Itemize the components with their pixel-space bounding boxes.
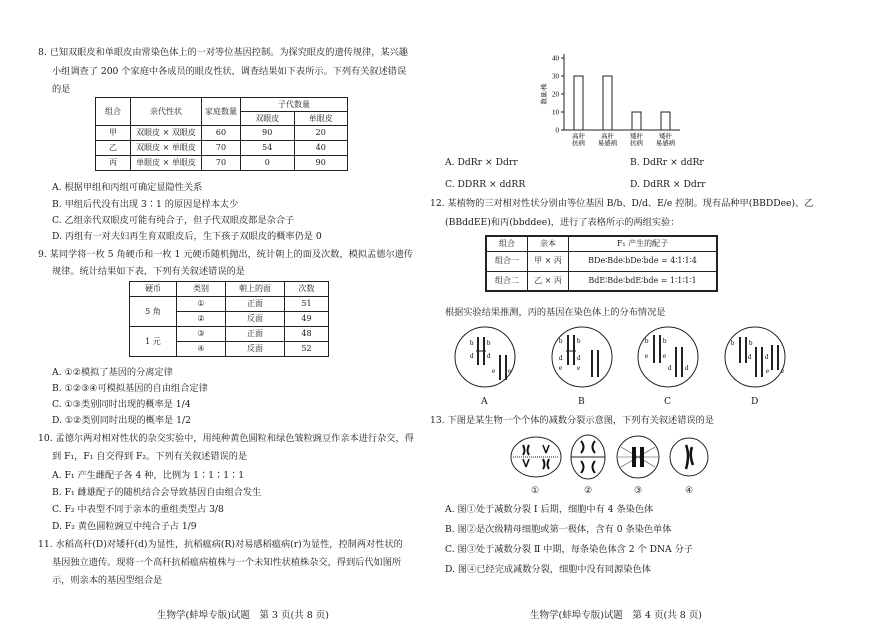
q9-th-type: 类别 (177, 282, 226, 297)
cell: 70 (202, 141, 241, 156)
cell: ④ (177, 342, 226, 357)
cell: 甲 (96, 126, 131, 141)
cell: 反面 (226, 342, 285, 357)
cell: 52 (285, 342, 329, 357)
x-tick-label: 高秆 (601, 133, 614, 140)
q10-option-c: C. F₂ 中表型不同于亲本的重组类型占 3/8 (52, 504, 224, 515)
q9-stem-line2: 规律。统计结果如下表，下列有关叙述错误的是 (52, 266, 245, 277)
q8-table (95, 97, 348, 171)
cell: 乙 (96, 141, 131, 156)
diagram-c (638, 327, 698, 387)
q8-th-count: 家庭数量 (202, 98, 241, 126)
q10-stem-line1: 10. 孟德尔两对相对性状的杂交实验中，用纯种黄色圆粒和绿色皱粒豌豆作亲本进行杂交，得 (38, 433, 414, 444)
footer-left: 生物学(蚌埠专版)试题 第 3 页(共 8 页) (157, 610, 329, 621)
svg-text:b: b (577, 337, 581, 345)
diagram-d (725, 327, 785, 387)
x-tick-label: 矮秆 (630, 133, 643, 140)
svg-text:b: b (749, 339, 753, 347)
cell: 正面 (226, 327, 285, 342)
q11-option-c: C. DDRR × ddRR (445, 179, 526, 190)
svg-text:e: e (559, 364, 563, 372)
svg-text:b: b (487, 339, 491, 347)
cell: 正面 (226, 297, 285, 312)
svg-text:e: e (766, 367, 770, 375)
q12-th-group: 组合 (486, 236, 528, 251)
svg-text:d: d (559, 354, 563, 362)
q9-stem-line1: 9. 某同学将一枚 5 角硬币和一枚 1 元硬币随机抛出，统计朝上的面及次数，模拟孟德尔遗传 (38, 249, 413, 260)
cell: 0 (241, 156, 295, 171)
q10-stem-line2: 到 F₁，F₁ 自交得到 F₂。下列有关叙述错误的是 (52, 451, 248, 462)
q8-stem-line1: 8. 已知双眼皮和单眼皮由常染色体上的一对等位基因控制。为探究眼皮的遗传规律，某兴趣 (38, 47, 408, 58)
q13-cell-diagrams (505, 433, 725, 488)
q11-stem-line1: 11. 水稻高秆(D)对矮秆(d)为显性，抗稻瘟病(R)对易感稻瘟病(r)为显性，控制两对性状的 (38, 539, 403, 550)
q13-stem: 13. 下图是某生物一个个体的减数分裂示意图，下列有关叙述错误的是 (430, 415, 714, 426)
q11-stem-line3: 示，则亲本的基因型组合是 (52, 575, 163, 586)
cell: ③ (177, 327, 226, 342)
q13-label-3: ③ (634, 485, 643, 496)
svg-text:b: b (559, 337, 563, 345)
q12-label-a: A (481, 396, 488, 407)
q12-stem-line2: (BBddEE)和丙(bbddee)，进行了表格所示的两组实验： (445, 217, 680, 228)
q8-stem-line3: 的是 (52, 84, 71, 95)
q13-option-c: C. 图③处于减数分裂 Ⅱ 中期，每条染色体含 2 个 DNA 分子 (445, 544, 693, 555)
q8-option-a: A. 根据甲组和丙组可确定显隐性关系 (52, 182, 203, 193)
cell-2 (571, 435, 605, 479)
q12-stem-line1: 12. 某植物的三对相对性状分别由等位基因 B/b、D/d、E/e 控制。现有品种甲(BBDDee)、乙 (430, 198, 814, 209)
svg-text:d: d (748, 353, 752, 361)
svg-text:e: e (645, 352, 649, 360)
svg-text:e: e (663, 352, 667, 360)
q9-option-d: D. ①②类别同时出现的概率是 1/2 (52, 415, 191, 426)
svg-text:d: d (577, 354, 581, 362)
cell: BdE∶Bde∶bdE∶bde = 1∶1∶1∶1 (569, 271, 718, 291)
svg-text:e: e (577, 364, 581, 372)
cell: 60 (202, 126, 241, 141)
svg-text:e: e (492, 367, 496, 375)
q12-chromosome-diagrams (440, 325, 820, 410)
y-tick-label: 10 (552, 108, 559, 117)
bar (632, 112, 641, 130)
cell: 20 (294, 126, 348, 141)
q12-label-b: B (578, 396, 585, 407)
q9-th-coin: 硬币 (130, 282, 177, 297)
q12-label-d: D (751, 396, 759, 407)
cell: 甲 × 丙 (528, 251, 569, 271)
svg-text:d: d (765, 353, 769, 361)
cell-3 (617, 436, 659, 478)
q13-option-a: A. 图①处于减数分裂 Ⅰ 后期，细胞中有 4 条染色体 (445, 504, 654, 515)
x-tick-label: 高秆 (572, 133, 585, 140)
cell: 5 角 (130, 297, 177, 327)
table-row (130, 327, 329, 342)
q10-option-b: B. F₁ 雌雄配子的随机结合会导致基因自由组合发生 (52, 487, 262, 498)
y-axis-label: 数量/株 (541, 83, 548, 105)
q11-bar-chart (540, 50, 690, 150)
y-tick-label: 0 (555, 126, 559, 135)
svg-text:b: b (470, 339, 474, 347)
q13-option-b: B. 图②是次级精母细胞或第一极体，含有 0 条染色单体 (445, 524, 672, 535)
x-tick-label: 抗病 (630, 140, 643, 147)
cell-1 (511, 437, 561, 477)
svg-text:e: e (508, 367, 512, 375)
table-row (96, 141, 348, 156)
svg-text:d: d (668, 364, 672, 372)
cell: 54 (241, 141, 295, 156)
x-tick-label: 易感病 (597, 140, 618, 147)
q13-label-4: ④ (685, 485, 694, 496)
svg-text:d: d (685, 364, 689, 372)
bar (603, 76, 612, 130)
cell: 90 (241, 126, 295, 141)
svg-text:b: b (663, 337, 667, 345)
cell: 90 (294, 156, 348, 171)
q11-stem-line2: 基因独立遗传。现将一个高秆抗稻瘟病植株与一个未知性状植株杂交，得到后代如图所 (52, 557, 402, 568)
cell: 乙 × 丙 (528, 271, 569, 291)
cell-4 (670, 438, 708, 476)
cell: 51 (285, 297, 329, 312)
q8-th-single: 单眼皮 (294, 112, 348, 126)
cell: 组合二 (486, 271, 528, 291)
y-tick-label: 30 (552, 72, 559, 81)
cell: 丙 (96, 156, 131, 171)
y-tick-label: 40 (552, 54, 559, 63)
q9-option-b: B. ①②③④可模拟基因的自由组合定律 (52, 383, 208, 394)
q8-th-parent: 亲代性状 (131, 98, 202, 126)
cell: ② (177, 312, 226, 327)
cell: 单眼皮 × 单眼皮 (131, 156, 202, 171)
svg-text:d: d (470, 352, 474, 360)
q9-option-c: C. ①③类别同时出现的概率是 1/4 (52, 399, 191, 410)
svg-text:b: b (731, 339, 735, 347)
footer-right: 生物学(蚌埠专版)试题 第 4 页(共 8 页) (530, 610, 702, 621)
q8-option-d: D. 丙组有一对夫妇再生育双眼皮后，生下孩子双眼皮的概率仍是 0 (52, 231, 322, 242)
bar (661, 112, 670, 130)
q11-option-b: B. DdRr × ddRr (630, 157, 704, 168)
table-row (96, 156, 348, 171)
q8-stem-line2: 小组调查了 200 个家庭中各成员的眼皮性状，调查结果如下表所示。下列有关叙述错误 (52, 66, 407, 77)
q13-label-2: ② (584, 485, 593, 496)
q9-th-face: 朝上的面 (226, 282, 285, 297)
q9-option-a: A. ①②模拟了基因的分离定律 (52, 367, 173, 378)
svg-text:b: b (645, 337, 649, 345)
q13-label-1: ① (531, 485, 540, 496)
q11-option-d: D. DdRR × Ddrr (630, 179, 706, 190)
q12-ask: 根据实验结果推测，丙的基因在染色体上的分布情况是 (445, 307, 666, 318)
cell: ① (177, 297, 226, 312)
cell: 组合一 (486, 251, 528, 271)
x-tick-label: 矮秆 (659, 133, 672, 140)
cell: 双眼皮 × 双眼皮 (131, 126, 202, 141)
q13-option-d: D. 图④已经完成减数分裂，细胞中没有同源染色体 (445, 564, 651, 575)
table-row (130, 297, 329, 312)
cell: 70 (202, 156, 241, 171)
q12-th-parent: 亲本 (528, 236, 569, 251)
x-tick-label: 抗病 (572, 140, 585, 147)
bar (574, 76, 583, 130)
y-tick-label: 20 (552, 90, 559, 99)
q8-th-offspring: 子代数量 (241, 98, 348, 112)
q8-th-double: 双眼皮 (241, 112, 295, 126)
q8-option-b: B. 甲组后代没有出现 3∶1 的原因是样本太少 (52, 199, 239, 210)
cell: 40 (294, 141, 348, 156)
cell: BDe∶Bde∶bDe∶bde = 4∶1∶1∶4 (569, 251, 718, 271)
q12-table (485, 235, 718, 292)
x-tick-label: 易感病 (655, 140, 676, 147)
diagram-a (455, 327, 515, 387)
q8-th-group: 组合 (96, 98, 131, 126)
svg-text:d: d (487, 352, 491, 360)
q12-th-gamete: F₁ 产生的配子 (569, 236, 718, 251)
cell: 1 元 (130, 327, 177, 357)
cell: 反面 (226, 312, 285, 327)
q9-th-times: 次数 (285, 282, 329, 297)
cell: 双眼皮 × 单眼皮 (131, 141, 202, 156)
svg-text:e: e (781, 367, 785, 375)
table-row (486, 251, 717, 271)
q10-option-a: A. F₁ 产生雌配子各 4 种，比例为 1∶1∶1∶1 (52, 470, 245, 481)
table-row (96, 126, 348, 141)
q10-option-d: D. F₂ 黄色圆粒豌豆中纯合子占 1/9 (52, 521, 197, 532)
q11-option-a: A. DdRr × Ddrr (445, 157, 518, 168)
q12-label-c: C (664, 396, 672, 407)
cell: 49 (285, 312, 329, 327)
table-row (486, 271, 717, 291)
q9-table (129, 281, 329, 357)
diagram-b (552, 327, 612, 387)
cell: 48 (285, 327, 329, 342)
q8-option-c: C. 乙组亲代双眼皮可能有纯合子，但子代双眼皮都是杂合子 (52, 215, 295, 226)
